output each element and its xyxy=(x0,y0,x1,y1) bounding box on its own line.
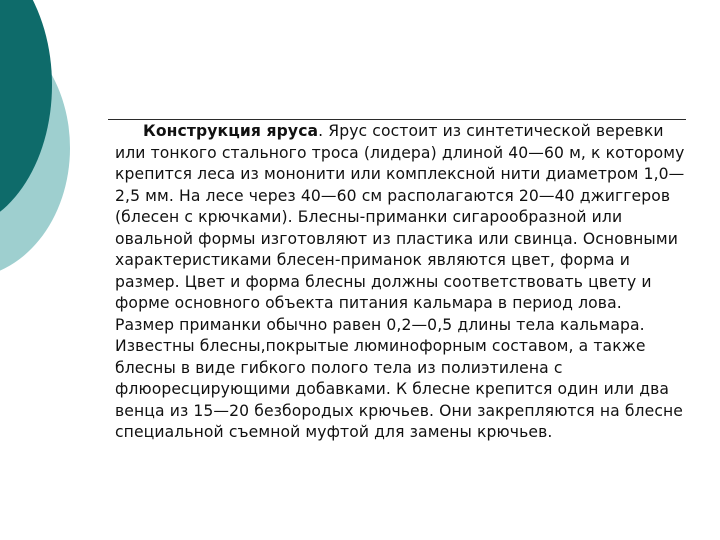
term-heading: Конструкция яруса xyxy=(143,122,319,140)
slide-text-block xyxy=(115,121,685,444)
title-divider-line xyxy=(108,119,686,120)
paragraph-body: . Ярус состоит из синтетической веревки или тонкого стального троса (лидера) длиной 40—60 м, к которому крепится леса из мононити или комплексной нити диаметром 1,0—2,5 мм. На лесе через 40—60 см располагаются 20—40 джиггеров (блесен с крючками). Блесны-приманки сигарообразной или овальной формы изготовляют из пластика или свинца. Основными характеристиками блесен-приманок являются цвет, форма и размер. Цвет и форма блесны должны соответствовать цвету и форме основного объекта питания кальмара в период лова. Размер приманки обычно равен 0,2—0,5 длины тела кальмара. Известны блесны,покрытые люминофорным составом, а также блесны в виде гибкого полого тела из полиэтилена с флюоресцирующими добавками. К блесне крепится один или два венца из 15—20 безбородых крючьев. Они закрепляются на блесне специальной съемной муфтой для замены крючьев. xyxy=(115,122,685,441)
paragraph xyxy=(115,121,685,444)
